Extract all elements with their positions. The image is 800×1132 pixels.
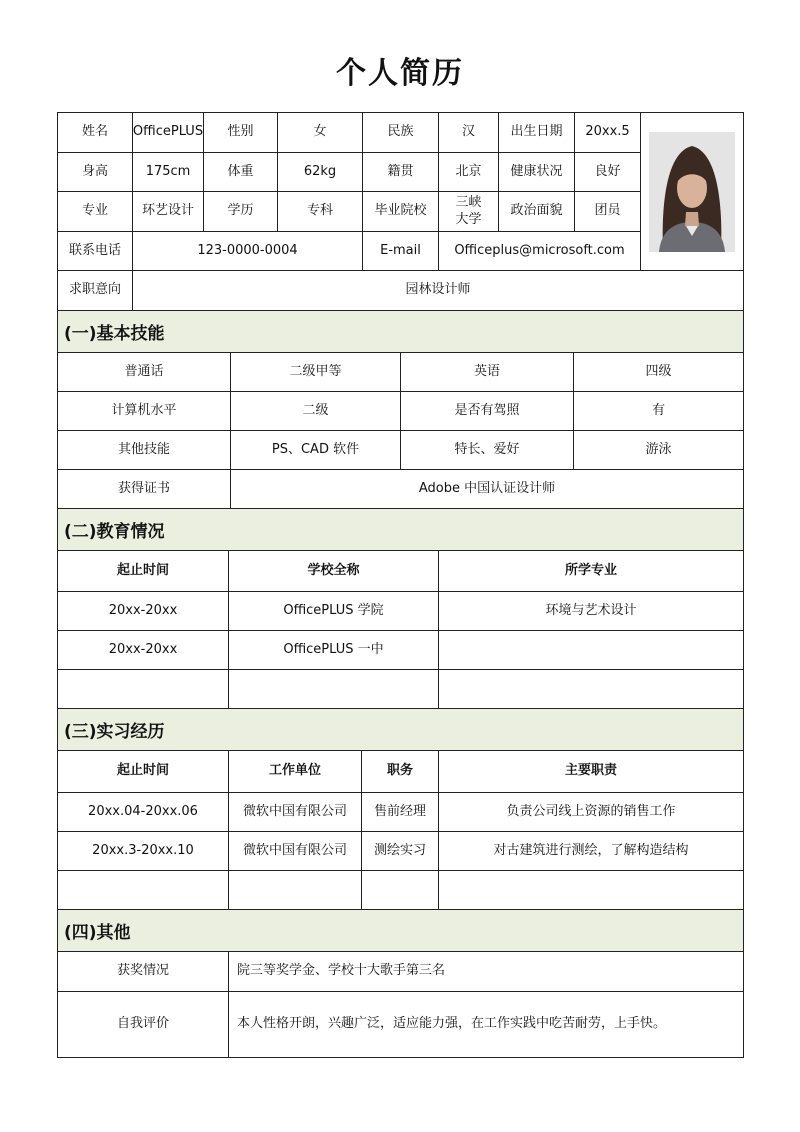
skill-label: 英语 [401, 353, 574, 392]
height-label: 身高 [58, 153, 133, 192]
ethnicity-value: 汉 [439, 113, 499, 153]
education-row [58, 592, 743, 631]
certificate-value: Adobe 中国认证设计师 [231, 470, 743, 509]
skill-value: 二级 [231, 392, 401, 431]
education-major [439, 670, 743, 709]
column-header: 工作单位 [229, 751, 362, 793]
internship-company: 微软中国有限公司 [229, 832, 362, 871]
hometown-value: 北京 [439, 153, 499, 192]
internship-row [58, 793, 743, 832]
education-period: 20xx-20xx [58, 631, 229, 670]
skill-label: 是否有驾照 [401, 392, 574, 431]
education-major [439, 631, 743, 670]
section-internship-heading: (三)实习经历 [58, 709, 743, 751]
skill-value: 游泳 [574, 431, 743, 470]
education-school [229, 670, 439, 709]
email-label: E-mail [363, 232, 439, 271]
portrait-image [649, 132, 735, 252]
hometown-label: 籍贯 [363, 153, 439, 192]
birthdate-value: 20xx.5 [575, 113, 641, 153]
internship-position [362, 871, 439, 910]
column-header: 学校全称 [229, 551, 439, 592]
education-row [58, 631, 743, 670]
education-school: OfficePLUS 一中 [229, 631, 439, 670]
column-header: 职务 [362, 751, 439, 793]
name-label: 姓名 [58, 113, 133, 153]
skill-label: 普通话 [58, 353, 231, 392]
health-label: 健康状况 [499, 153, 575, 192]
internship-position: 测绘实习 [362, 832, 439, 871]
gender-label: 性别 [204, 113, 278, 153]
internship-duty: 对古建筑进行测绘，了解构造结构 [439, 832, 743, 871]
column-header: 起止时间 [58, 751, 229, 793]
resume-table [57, 112, 744, 1058]
avatar [649, 132, 735, 252]
skills-row [58, 353, 743, 392]
self-evaluation-label: 自我评价 [58, 992, 229, 1057]
internship-company: 微软中国有限公司 [229, 793, 362, 832]
internship-company [229, 871, 362, 910]
award-label: 获奖情况 [58, 952, 229, 992]
name-value: OfficePLUS [133, 113, 204, 153]
internship-duty: 负责公司线上资源的销售工作 [439, 793, 743, 832]
internship-period: 20xx.3-20xx.10 [58, 832, 229, 871]
degree-value: 专科 [278, 192, 363, 232]
education-period [58, 670, 229, 709]
page-title: 个人简历 [336, 56, 464, 91]
education-row [58, 670, 743, 709]
email-value: Officeplus@microsoft.com [439, 232, 641, 271]
skill-value: PS、CAD 软件 [231, 431, 401, 470]
award-row [58, 952, 743, 992]
weight-label: 体重 [204, 153, 278, 192]
intent-label: 求职意向 [58, 271, 133, 311]
internship-row [58, 832, 743, 871]
internship-period: 20xx.04-20xx.06 [58, 793, 229, 832]
internship-position: 售前经理 [362, 793, 439, 832]
internship-duty [439, 871, 743, 910]
self-evaluation-value: 本人性格开朗，兴趣广泛，适应能力强，在工作实践中吃苦耐劳，上手快。 [237, 1016, 667, 1032]
political-label: 政治面貌 [499, 192, 575, 232]
education-major: 环境与艺术设计 [439, 592, 743, 631]
column-header: 所学专业 [439, 551, 743, 592]
height-value: 175cm [133, 153, 204, 192]
weight-value: 62kg [278, 153, 363, 192]
major-label: 专业 [58, 192, 133, 232]
section-other-heading: (四)其他 [58, 910, 743, 952]
internship-period [58, 871, 229, 910]
skill-label: 计算机水平 [58, 392, 231, 431]
certificate-label: 获得证书 [58, 470, 231, 509]
section-skills-heading: (一)基本技能 [58, 311, 743, 353]
award-value: 院三等奖学金、学校十大歌手第三名 [229, 952, 743, 992]
internship-header-row [58, 751, 743, 793]
skills-row [58, 392, 743, 431]
gender-value: 女 [278, 113, 363, 153]
skill-label: 其他技能 [58, 431, 231, 470]
certificate-row [58, 470, 743, 509]
phone-value: 123-0000-0004 [133, 232, 363, 271]
skills-row [58, 431, 743, 470]
skill-value: 有 [574, 392, 743, 431]
section-education-heading: (二)教育情况 [58, 509, 743, 551]
school-label: 毕业院校 [363, 192, 439, 232]
education-header-row [58, 551, 743, 592]
skill-value: 二级甲等 [231, 353, 401, 392]
skill-value: 四级 [574, 353, 743, 392]
ethnicity-label: 民族 [363, 113, 439, 153]
self-evaluation-row [58, 992, 743, 1057]
health-value: 良好 [575, 153, 641, 192]
education-school: OfficePLUS 学院 [229, 592, 439, 631]
birthdate-label: 出生日期 [499, 113, 575, 153]
phone-label: 联系电话 [58, 232, 133, 271]
education-period: 20xx-20xx [58, 592, 229, 631]
internship-row [58, 871, 743, 910]
photo-cell [641, 113, 743, 271]
column-header: 主要职责 [439, 751, 743, 793]
school-value: 三峡大学 [439, 192, 499, 232]
degree-label: 学历 [204, 192, 278, 232]
job-intent-row [58, 271, 743, 311]
column-header: 起止时间 [58, 551, 229, 592]
intent-value: 园林设计师 [133, 271, 743, 311]
major-value: 环艺设计 [133, 192, 204, 232]
political-value: 团员 [575, 192, 641, 232]
skill-label: 特长、爱好 [401, 431, 574, 470]
